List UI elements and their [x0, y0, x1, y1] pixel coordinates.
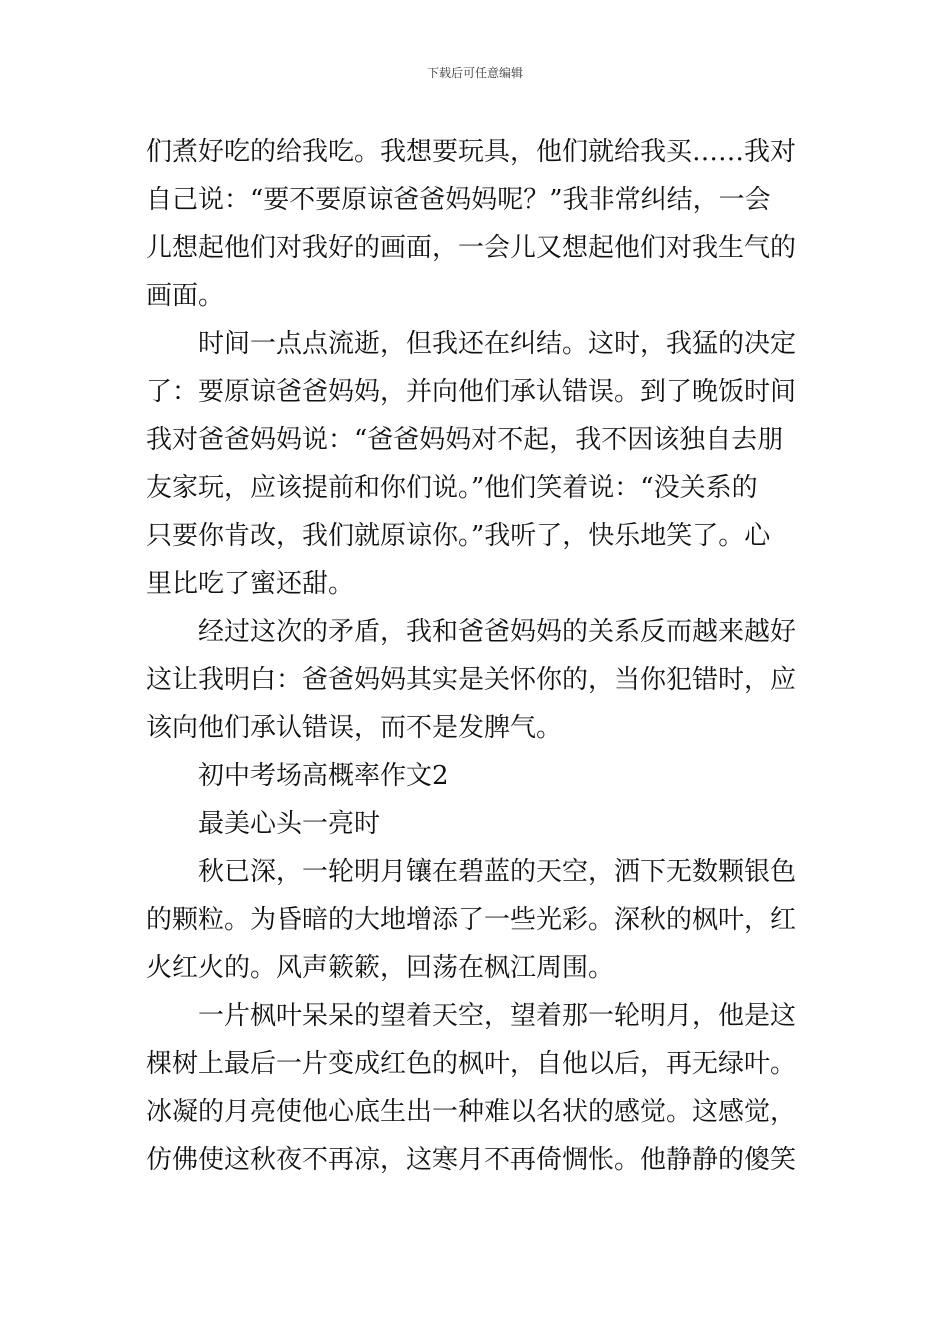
paragraph-line: 时间一点点流逝，但我还在纠结。这时，我猛的决定: [198, 329, 797, 359]
page-header: 下载后可任意编辑: [426, 66, 523, 80]
paragraph-line: 初中考场高概率作文2: [198, 761, 449, 791]
paragraph-line: 了：要原谅爸爸妈妈，并向他们承认错误。到了晚饭时间: [146, 377, 797, 407]
paragraph-line: 经过这次的矛盾，我和爸爸妈妈的关系反而越来越好: [198, 617, 797, 647]
paragraph-line: 冰凝的月亮使他心底生出一种难以名状的感觉。这感觉，: [146, 1097, 797, 1127]
paragraph: [146, 128, 808, 320]
paragraph: [146, 752, 808, 800]
document-body: [146, 128, 808, 1184]
paragraph-line: 火红火的。风声簌簌，回荡在枫江周围。: [146, 953, 615, 983]
paragraph: [146, 320, 808, 608]
paragraph-line: 这让我明白：爸爸妈妈其实是关怀你的，当你犯错时，应: [146, 665, 797, 695]
paragraph-line: 秋已深，一轮明月镶在碧蓝的天空，洒下无数颗银色: [198, 857, 797, 887]
paragraph-line: 友家玩，应该提前和你们说。”他们笑着说：“没关系的: [146, 473, 758, 503]
paragraph-line: 儿想起他们对我好的画面，一会儿又想起他们对我生气的: [146, 233, 797, 263]
paragraph-line: 最美心头一亮时: [198, 809, 381, 839]
paragraph-line: 该向他们承认错误，而不是发脾气。: [146, 713, 563, 743]
paragraph: [146, 800, 808, 848]
paragraph-line: 棵树上最后一片变成红色的枫叶，自他以后，再无绿叶。: [146, 1049, 797, 1079]
paragraph-line: 只要你肯改，我们就原谅你。”我听了，快乐地笑了。心: [146, 521, 771, 551]
paragraph-line: 画面。: [146, 281, 225, 311]
paragraph-line: 们煮好吃的给我吃。我想要玩具，他们就给我买……我对: [146, 137, 797, 167]
paragraph: [146, 992, 808, 1184]
paragraph: [146, 608, 808, 752]
paragraph-line: 仿佛使这秋夜不再凉，这寒月不再倚惆怅。他静静的傻笑: [146, 1145, 797, 1175]
paragraph: [146, 848, 808, 992]
paragraph-line: 一片枫叶呆呆的望着天空，望着那一轮明月，他是这: [198, 1001, 797, 1031]
paragraph-line: 里比吃了蜜还甜。: [146, 569, 355, 599]
paragraph-line: 的颗粒。为昏暗的大地增添了一些光彩。深秋的枫叶，红: [146, 905, 797, 935]
paragraph-line: 我对爸爸妈妈说：“爸爸妈妈对不起，我不因该独自去朋: [146, 425, 784, 455]
paragraph-line: 自己说：“要不要原谅爸爸妈妈呢？”我非常纠结，一会: [146, 185, 771, 215]
